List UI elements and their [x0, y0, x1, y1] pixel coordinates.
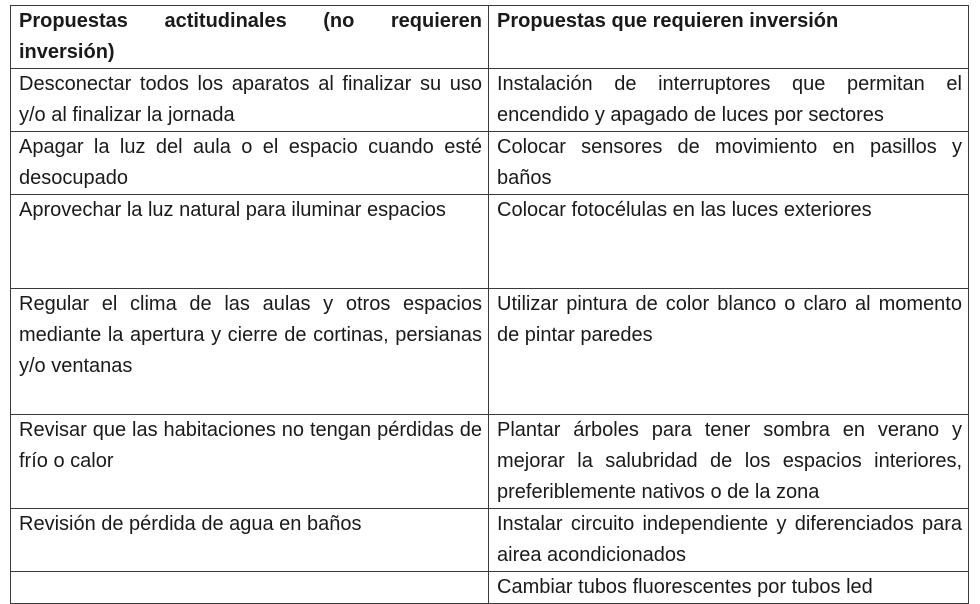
cell-investment: Plantar árboles para tener sombra en verano y mejorar la salubridad de los espacios interiores, preferiblemente nativos o de la zona — [489, 415, 969, 509]
header-investment-proposals: Propuestas que requieren inversión — [489, 6, 969, 69]
cell-investment: Colocar sensores de movimiento en pasillos y baños — [489, 132, 969, 195]
cell-investment: Instalación de interruptores que permitan el encendido y apagado de luces por sectores — [489, 69, 969, 132]
document-page — [10, 5, 968, 604]
cell-investment: Colocar fotocélulas en las luces exteriores — [489, 195, 969, 289]
table-row — [11, 195, 969, 289]
cell-attitudinal: Desconectar todos los aparatos al finalizar su uso y/o al finalizar la jornada — [11, 69, 489, 132]
cell-attitudinal: Regular el clima de las aulas y otros espacios mediante la apertura y cierre de cortinas, persianas y/o ventanas — [11, 289, 489, 415]
cell-investment: Cambiar tubos fluorescentes por tubos led — [489, 572, 969, 604]
cell-attitudinal: Revisar que las habitaciones no tengan pérdidas de frío o calor — [11, 415, 489, 509]
table-row — [11, 415, 969, 509]
table-row — [11, 572, 969, 604]
cell-investment: Utilizar pintura de color blanco o claro al momento de pintar paredes — [489, 289, 969, 415]
cell-attitudinal: Revisión de pérdida de agua en baños — [11, 509, 489, 572]
cell-attitudinal: Apagar la luz del aula o el espacio cuando esté desocupado — [11, 132, 489, 195]
table-row — [11, 509, 969, 572]
cell-investment: Instalar circuito independiente y diferenciados para airea acondicionados — [489, 509, 969, 572]
table-row — [11, 69, 969, 132]
cell-attitudinal-empty — [11, 572, 489, 604]
table-row — [11, 132, 969, 195]
header-attitudinal-proposals: Propuestas actitudinales (no requieren inversión) — [11, 6, 489, 69]
cell-attitudinal: Aprovechar la luz natural para iluminar espacios — [11, 195, 489, 289]
proposals-table — [10, 5, 969, 604]
table-row — [11, 289, 969, 415]
table-header-row — [11, 6, 969, 69]
